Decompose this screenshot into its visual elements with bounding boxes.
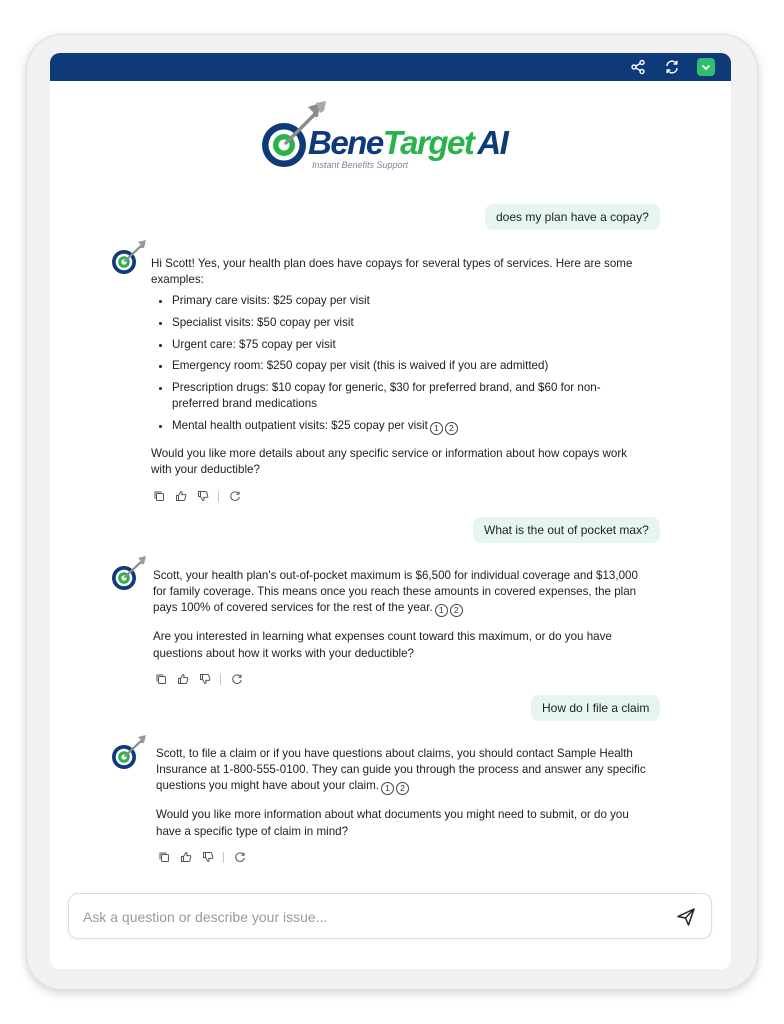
list-item: • Specialist visits: $50 copay per visit bbox=[172, 315, 641, 331]
check-icon[interactable] bbox=[697, 58, 715, 76]
citation-1[interactable]: 1 bbox=[381, 782, 394, 795]
regenerate-icon[interactable] bbox=[230, 673, 243, 686]
brand-logo bbox=[258, 99, 528, 177]
bot-message-followup: Would you like more details about any specific service or information about how copays work with your deductible? bbox=[151, 446, 628, 476]
chat-window bbox=[50, 53, 731, 969]
user-message: does my plan have a copay? bbox=[485, 204, 660, 230]
thumbs-down-icon[interactable] bbox=[196, 490, 209, 503]
send-icon[interactable] bbox=[675, 906, 697, 928]
list-item: • Primary care visits: $25 copay per visit bbox=[172, 293, 641, 309]
brand-name-part3: AI bbox=[477, 124, 508, 161]
bot-message bbox=[151, 256, 641, 478]
bot-message-followup: Are you interested in learning what expenses count toward this maximum, or do you have questions about how it works with your deductible? bbox=[153, 630, 612, 660]
user-message: How do I file a claim bbox=[531, 695, 660, 721]
brand-name-part2: Target bbox=[382, 124, 474, 161]
bot-message bbox=[153, 568, 643, 662]
copay-list bbox=[151, 293, 641, 434]
copy-icon[interactable] bbox=[152, 490, 165, 503]
message-composer bbox=[68, 893, 712, 939]
bot-message bbox=[156, 746, 646, 840]
refresh-icon[interactable] bbox=[663, 58, 681, 76]
citation-2[interactable]: 2 bbox=[396, 782, 409, 795]
share-icon[interactable] bbox=[629, 58, 647, 76]
divider bbox=[223, 852, 224, 863]
divider bbox=[218, 491, 219, 502]
top-bar bbox=[50, 53, 731, 81]
bot-message-intro bbox=[156, 746, 646, 795]
list-item: • Prescription drugs: $10 copay for generic, $30 for preferred brand, and $60 for non-preferred brand medications bbox=[172, 380, 641, 412]
regenerate-icon[interactable] bbox=[233, 851, 246, 864]
bot-message-text: Scott, to file a claim or if you have questions about claims, you should contact Sample Health Insurance at 1-800-555-0100. They can guide you through the process and answer any specific questions you might have about your claim. bbox=[156, 747, 646, 793]
message-actions bbox=[157, 850, 246, 864]
bot-message-intro bbox=[153, 568, 643, 617]
brand-name-part1: Bene bbox=[308, 124, 383, 161]
regenerate-icon[interactable] bbox=[228, 490, 241, 503]
message-actions bbox=[154, 672, 243, 686]
citation-2[interactable]: 2 bbox=[450, 604, 463, 617]
list-item-text: Mental health outpatient visits: $25 copay per visit bbox=[172, 418, 428, 432]
message-input[interactable] bbox=[83, 906, 643, 928]
citation-2[interactable]: 2 bbox=[445, 422, 458, 435]
bot-avatar-icon bbox=[110, 556, 148, 592]
list-item: • Urgent care: $75 copay per visit bbox=[172, 337, 641, 353]
thumbs-down-icon[interactable] bbox=[201, 851, 214, 864]
copy-icon[interactable] bbox=[154, 673, 167, 686]
thumbs-down-icon[interactable] bbox=[198, 673, 211, 686]
bot-message-followup: Would you like more information about what documents you might need to submit, or do you have a specific type of claim in mind? bbox=[156, 808, 629, 838]
citation-1[interactable]: 1 bbox=[435, 604, 448, 617]
thumbs-up-icon[interactable] bbox=[179, 851, 192, 864]
brand-name bbox=[308, 125, 507, 161]
thumbs-up-icon[interactable] bbox=[176, 673, 189, 686]
list-item bbox=[172, 418, 641, 435]
list-item: • Emergency room: $250 copay per visit (this is waived if you are admitted) bbox=[172, 358, 641, 374]
thumbs-up-icon[interactable] bbox=[174, 490, 187, 503]
user-message: What is the out of pocket max? bbox=[473, 517, 660, 543]
divider bbox=[220, 674, 221, 685]
citation-1[interactable]: 1 bbox=[430, 422, 443, 435]
bot-message-intro: Hi Scott! Yes, your health plan does have copays for several types of services. Here are some examples: bbox=[151, 257, 633, 287]
bot-avatar-icon bbox=[110, 735, 148, 771]
message-actions bbox=[152, 489, 241, 503]
bot-avatar-icon bbox=[110, 240, 148, 276]
brand-tagline: Instant Benefits Support bbox=[312, 160, 409, 170]
copy-icon[interactable] bbox=[157, 851, 170, 864]
bot-message-text: Scott, your health plan's out-of-pocket maximum is $6,500 for individual coverage and $13,000 for family coverage. This means once you reach these amounts in covered expenses, the plan pays 100% of covered services for the rest of the year. bbox=[153, 569, 638, 615]
